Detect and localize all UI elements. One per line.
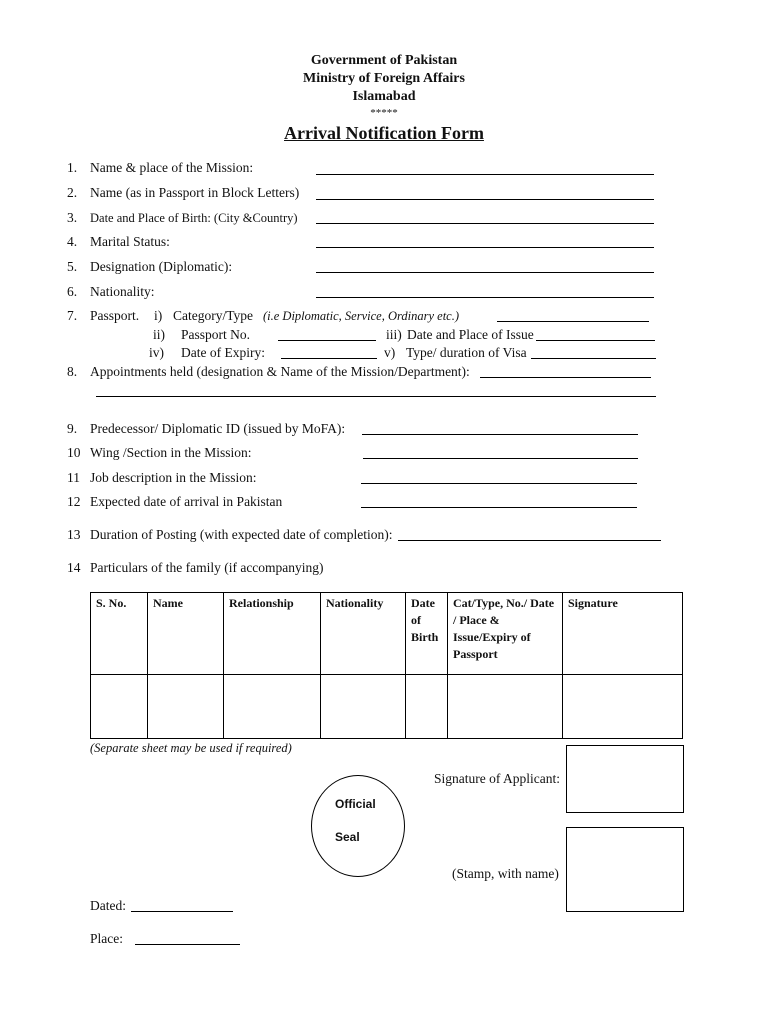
table-cell[interactable] xyxy=(91,675,148,739)
passport-expiry-label: Date of Expiry: xyxy=(181,345,265,360)
separate-sheet-note: (Separate sheet may be used if required) xyxy=(90,741,292,755)
item-number-12: 12 xyxy=(67,494,81,509)
name-label: Name (as in Passport in Block Letters) xyxy=(90,185,300,200)
stamp-box[interactable] xyxy=(566,827,684,912)
column-header: Cat/Type, No./ Date / Place & Issue/Expiry of Passport xyxy=(448,593,563,675)
official-seal xyxy=(311,775,405,877)
wing-field[interactable] xyxy=(363,458,638,459)
table-cell[interactable] xyxy=(448,675,563,739)
table-cell[interactable] xyxy=(563,675,683,739)
column-header: Date of Birth xyxy=(406,593,448,675)
city-heading: Islamabad xyxy=(352,89,416,104)
item-number-13: 13 xyxy=(67,527,81,542)
table-cell[interactable] xyxy=(224,675,321,739)
item-number-8: 8. xyxy=(67,364,78,379)
signature-box[interactable] xyxy=(566,745,684,813)
column-header: S. No. xyxy=(91,593,148,675)
government-heading: Government of Pakistan xyxy=(310,53,458,68)
table-row[interactable] xyxy=(91,675,683,739)
family-table xyxy=(90,592,683,739)
birth-field[interactable] xyxy=(316,223,654,224)
marital-status-label: Marital Status: xyxy=(90,234,170,249)
column-header: Relationship xyxy=(224,593,321,675)
seal-line-1: Official xyxy=(335,797,376,811)
posting-duration-field[interactable] xyxy=(398,540,661,541)
mission-field[interactable] xyxy=(316,174,654,175)
passport-iv-number: iv) xyxy=(149,345,164,360)
dated-field[interactable] xyxy=(131,911,233,912)
place-label: Place: xyxy=(90,931,123,946)
wing-label: Wing /Section in the Mission: xyxy=(90,445,252,460)
form-title: Arrival Notification Form xyxy=(284,123,484,143)
appointments-field[interactable] xyxy=(480,377,651,378)
ministry-heading: Ministry of Foreign Affairs xyxy=(303,71,465,86)
stamp-label: (Stamp, with name) xyxy=(452,866,559,881)
item-number-9: 9. xyxy=(67,421,78,436)
item-number-7: 7. xyxy=(67,308,78,323)
arrival-date-label: Expected date of arrival in Pakistan xyxy=(90,494,283,509)
item-number-10: 10 xyxy=(67,445,81,460)
passport-v-number: v) xyxy=(384,345,396,360)
passport-category-field[interactable] xyxy=(497,321,649,322)
passport-iii-number: iii) xyxy=(386,327,402,342)
name-field[interactable] xyxy=(316,199,654,200)
passport-issue-field[interactable] xyxy=(536,340,655,341)
passport-i-number: i) xyxy=(154,308,163,323)
appointments-label: Appointments held (designation & Name of the Mission/Department): xyxy=(90,364,470,379)
column-header: Signature xyxy=(563,593,683,675)
passport-expiry-field[interactable] xyxy=(281,358,377,359)
marital-status-field[interactable] xyxy=(316,247,654,248)
family-table-header-row xyxy=(91,593,683,675)
family-label: Particulars of the family (if accompanying) xyxy=(90,560,324,575)
designation-label: Designation (Diplomatic): xyxy=(90,259,233,274)
mission-label: Name & place of the Mission: xyxy=(90,160,254,175)
item-number-2: 2. xyxy=(67,185,78,200)
item-number-11: 11 xyxy=(67,470,80,485)
passport-number-label: Passport No. xyxy=(181,327,251,342)
dated-label: Dated: xyxy=(90,898,126,913)
passport-category-hint: (i.e Diplomatic, Service, Ordinary etc.) xyxy=(263,309,460,323)
table-cell[interactable] xyxy=(406,675,448,739)
appointments-field-continued[interactable] xyxy=(96,396,656,397)
item-number-5: 5. xyxy=(67,259,78,274)
passport-issue-label: Date and Place of Issue xyxy=(407,327,534,342)
birth-label: Date and Place of Birth: (City &Country) xyxy=(90,211,298,225)
stars-divider: ***** xyxy=(370,107,398,119)
job-description-label: Job description in the Mission: xyxy=(90,470,257,485)
predecessor-label: Predecessor/ Diplomatic ID (issued by MoFA): xyxy=(90,421,346,436)
item-number-6: 6. xyxy=(67,284,78,299)
item-number-1: 1. xyxy=(67,160,78,175)
designation-field[interactable] xyxy=(316,272,654,273)
place-field[interactable] xyxy=(135,944,240,945)
seal-line-2: Seal xyxy=(335,830,360,844)
visa-label: Type/ duration of Visa xyxy=(406,345,527,360)
nationality-label: Nationality: xyxy=(90,284,155,299)
passport-number-field[interactable] xyxy=(278,340,376,341)
column-header: Nationality xyxy=(321,593,406,675)
arrival-date-field[interactable] xyxy=(361,507,637,508)
item-number-14: 14 xyxy=(67,560,81,575)
job-description-field[interactable] xyxy=(361,483,637,484)
visa-field[interactable] xyxy=(531,358,656,359)
passport-category-label: Category/Type xyxy=(173,308,254,323)
posting-duration-label: Duration of Posting (with expected date of completion): xyxy=(90,527,393,542)
signature-label: Signature of Applicant: xyxy=(434,771,560,786)
nationality-field[interactable] xyxy=(316,297,654,298)
item-number-3: 3. xyxy=(67,210,78,225)
table-cell[interactable] xyxy=(148,675,224,739)
item-number-4: 4. xyxy=(67,234,78,249)
table-cell[interactable] xyxy=(321,675,406,739)
column-header: Name xyxy=(148,593,224,675)
predecessor-field[interactable] xyxy=(362,434,638,435)
passport-label: Passport. xyxy=(90,308,140,323)
passport-ii-number: ii) xyxy=(153,327,165,342)
